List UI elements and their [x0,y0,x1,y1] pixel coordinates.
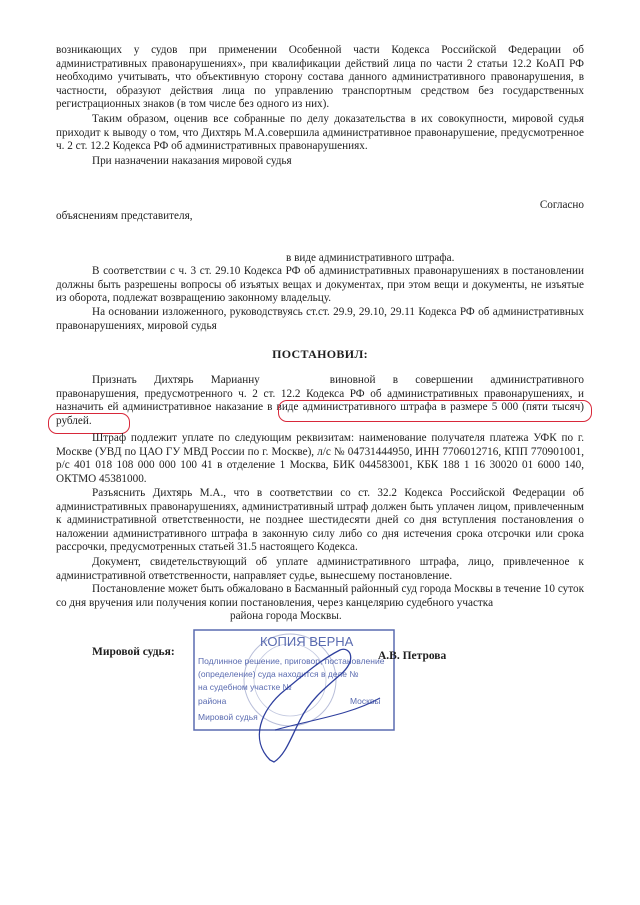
paragraph-punishment-intro: При назначении наказания мировой судья [92,155,292,167]
stamp-seal-inner-circle [254,644,326,716]
paragraph-ruling [56,374,584,428]
ruling-title: ПОСТАНОВИЛ: [272,347,368,361]
judge-name: А.В. Петрова [378,650,447,662]
text-soglasno: Согласно [539,199,584,211]
stamp-line-4: района [198,696,227,706]
paragraph-items: В соответствии с ч. 3 ст. 29.10 Кодекса РФ об административных правонарушениях в постановлении должны быть разрешены вопросы об изъятых вещах и документах, при этом вещи и документы, не изъятые из оборота, подлежат возвращению законному владельцу. [56,265,584,305]
ruling-body: виновной в совершении административного правонарушения, предусмотренного ч. 2 ст. 12.2 Кодекса РФ об административных правонарушениях, и назначить ей административное наказание в виде административного штрафа в размере 5 000 (пяти тысяч) рублей. [56,374,584,427]
stamp-line-2: (определение) суда находится в деле № [198,669,359,679]
paragraph-appeal: Постановление может быть обжаловано в Басманный районный суд города Москвы в течение 10 суток со дня вручения или получения копии постановления, через канцелярию судебного участка [56,583,584,609]
judge-signature [259,649,350,762]
paragraph-payment-deadline: Разъяснить Дихтярь М.А., что в соответствии со ст. 32.2 Кодекса Российской Федерации об административных правонарушениях, административный штраф должен быть уплачен лицом, привлеченным к административной ответственности, не позднее шестидесяти дней со дня вступления постановления о наложении административного штрафа в законную силу либо со дня истечения срока отсрочки или срока рассрочки, предусмотренных статьей 31.5 настоящего Кодекса. [56,487,584,554]
stamp-line-4-right: Москвы [350,696,381,706]
text-fine-type: в виде административного штрафа. [286,252,455,264]
paragraph-proof-of-payment: Документ, свидетельствующий об уплате административного штрафа, лицо, привлеченное к административной ответственности, направляет судье, вынесшему постановление. [56,556,584,582]
stamp-line-1: Подлинное решение, приговор, постановление [198,656,385,666]
paragraph-payment-details: Штраф подлежит уплате по следующим реквизитам: наименование получателя платежа УФК по г. Москве (УВД по ЦАО ГУ МВД России по г. Москве), л/с № 04731444950, ИНН 7706012716, КПП 770901001, р/с 401 018 108 000 000 100 41 в отделение 1 Москва, БИК 044583001, КБК 188 1 16 30020 01 6000 140, ОКТМО 45381000. [56,432,584,485]
stamp-line-3: на судебном участке № [198,682,292,692]
certification-stamp [190,620,430,775]
ruling-name: Признать Дихтярь Марианну [92,374,260,386]
paragraph-legal-reference: возникающих у судов при применении Особенной части Кодекса Российской Федерации об административных правонарушениях», при квалификации действий лица по части 2 статьи 12.2 КоАП РФ необходимо учитывать, что объективную сторону состава данного административного правонарушения, в частности, образуют действия лица по управлению транспортным средством без государственных регистрационных знаков (в том числе без одного из них). [56,44,584,111]
text-representative: объяснениям представителя, [56,210,193,222]
judge-label: Мировой судья: [92,646,175,658]
text-appeal-end: района города Москвы. [230,610,342,622]
paragraph-based-on: На основании изложенного, руководствуясь ст.ст. 29.9, 29.10, 29.11 Кодекса РФ об административных правонарушениях, мировой судья [56,306,584,332]
paragraph-conclusion: Таким образом, оценив все собранные по делу доказательства в их совокупности, мировой судья приходит к выводу о том, что Дихтярь М.А.совершила административное правонарушение, предусмотренное ч. 2 ст. 12.2 Кодекса РФ об административных правонарушениях. [56,113,584,153]
stamp-line-5: Мировой судья [198,712,258,722]
stamp-heading: КОПИЯ ВЕРНА [260,634,354,649]
